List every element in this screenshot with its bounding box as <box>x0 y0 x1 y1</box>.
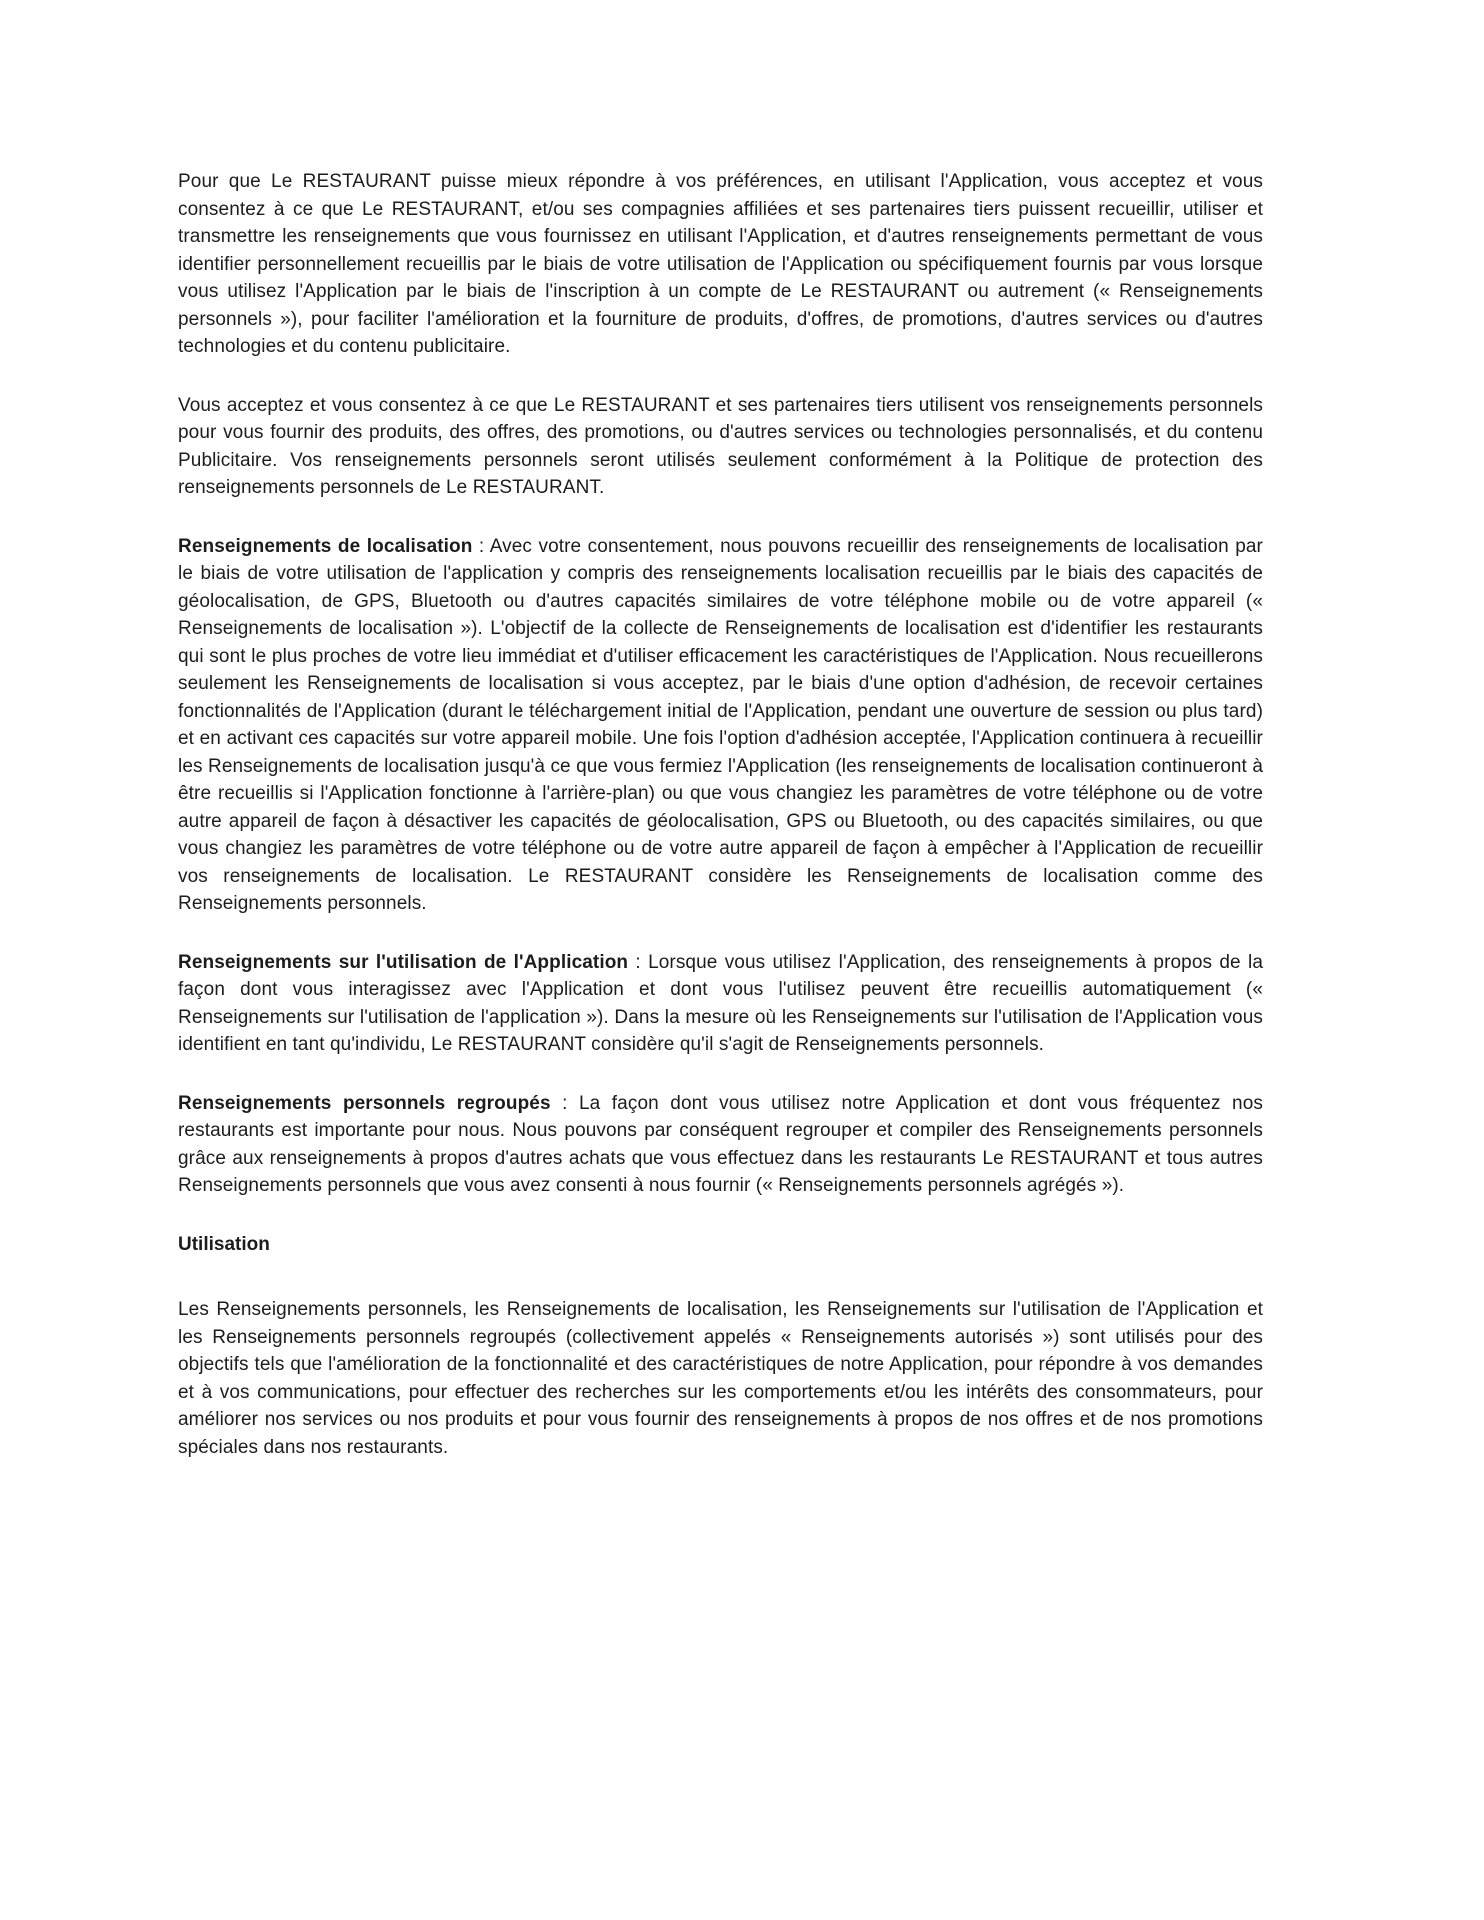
paragraph-app-usage-info <box>178 949 1263 1059</box>
paragraph-text: Les Renseignements personnels, les Renseignements de localisation, les Renseignements sur l'utilisation de l'Application et les Renseignements personnels regroupés (collectivement appelés « Renseignements autorisés ») sont utilisés pour des objectifs tels que l'amélioration de la fonctionnalité et des caractéristiques de notre Application, pour répondre à vos demandes et à vos communications, pour effectuer des recherches sur les comportements et/ou les intérêts des consommateurs, pour améliorer nos services ou nos produits et pour vous fournir des renseignements à propos de nos offres et de nos promotions spéciales dans nos restaurants. <box>178 1299 1263 1458</box>
paragraph-text: Vous acceptez et vous consentez à ce que Le RESTAURANT et ses partenaires tiers utilisent vos renseignements personnels pour vous fournir des produits, des offres, des promotions, ou d'autres services ou technologies personnalisés, et du contenu Publicitaire. Vos renseignements personnels seront utilisés seulement conformément à la Politique de protection des renseignements personnels de Le RESTAURANT. <box>178 394 1263 498</box>
paragraph-lead-aggregated-info: Renseignements personnels regroupés <box>178 1092 551 1114</box>
paragraph-text: Pour que Le RESTAURANT puisse mieux répondre à vos préférences, en utilisant l'Application, vous acceptez et vous consentez à ce que Le RESTAURANT, et/ou ses compagnies affiliées et ses partenaires tiers puissent recueillir, utiliser et transmettre les renseignements que vous fournissez en utilisant l'Application, et d'autres renseignements permettant de vous identifier personnellement recueillis par le biais de votre utilisation de l'Application ou spécifiquement fournis par vous lorsque vous utilisez l'Application par le biais de l'inscription à un compte de Le RESTAURANT ou autrement (« Renseignements personnels »), pour faciliter l'amélioration et la fourniture de produits, d'offres, de promotions, d'autres services ou d'autres technologies et du contenu publicitaire. <box>178 171 1263 357</box>
paragraph-usage-purposes <box>178 1296 1263 1461</box>
section-heading-utilisation: Utilisation <box>178 1233 270 1255</box>
paragraph-consent-use <box>178 392 1263 502</box>
paragraph-lead-location-info: Renseignements de localisation <box>178 535 473 557</box>
paragraph-text: : Avec votre consentement, nous pouvons recueillir des renseignements de localisation par le biais de votre utilisation de l'application y compris des renseignements localisation recueillis par le biais des capacités de géolocalisation, de GPS, Bluetooth ou d'autres capacités similaires de votre téléphone mobile ou de votre appareil (« Renseignements de localisation »). L'objectif de la collecte de Renseignements de localisation est d'identifier les restaurants qui sont le plus proches de votre lieu immédiat et d'utiliser efficacement les caractéristiques de l'Application. Nous recueillerons seulement les Renseignements de localisation si vous acceptez, par le biais d'une option d'adhésion, de recevoir certaines fonctionnalités de l'Application (durant le téléchargement initial de l'Application, pendant une ouverture de session ou plus tard) et en activant ces capacités sur votre appareil mobile. Une fois l'option d'adhésion acceptée, l'Application continuera à recueillir les Renseignements de localisation jusqu'à ce que vous fermiez l'Application (les renseignements de localisation continueront à être recueillis si l'Application fonctionne à l'arrière-plan) ou que vous changiez les paramètres de votre téléphone ou de votre autre appareil de façon à désactiver les capacités de géolocalisation, GPS ou Bluetooth, ou des capacités similaires, ou que vous changiez les paramètres de votre téléphone ou de votre autre appareil de façon à empêcher à l'Application de recueillir vos renseignements de localisation. Le RESTAURANT considère les Renseignements de localisation comme des Renseignements personnels. <box>178 535 1263 914</box>
paragraph-text: : La façon dont vous utilisez notre Application et dont vous fréquentez nos restaurants est importante pour nous. Nous pouvons par conséquent regrouper et compiler des Renseignements personnels grâce aux renseignements à propos d'autres achats que vous effectuez dans les restaurants Le RESTAURANT et tous autres Renseignements personnels que vous avez consenti à nous fournir (« Renseignements personnels agrégés »). <box>178 1092 1263 1196</box>
paragraph-text: : Lorsque vous utilisez l'Application, des renseignements à propos de la façon dont vous interagissez avec l'Application et dont vous l'utilisez peuvent être recueillis automatiquement (« Renseignements sur l'utilisation de l'application »). Dans la mesure où les Renseignements sur l'utilisation de l'Application vous identifient en tant qu'individu, Le RESTAURANT considère qu'il s'agit de Renseignements personnels. <box>178 951 1263 1055</box>
paragraph-location-info <box>178 533 1263 918</box>
paragraph-consent-collection <box>178 168 1263 361</box>
paragraph-lead-app-usage-info: Renseignements sur l'utilisation de l'Application <box>178 951 629 973</box>
paragraph-aggregated-info <box>178 1090 1263 1200</box>
